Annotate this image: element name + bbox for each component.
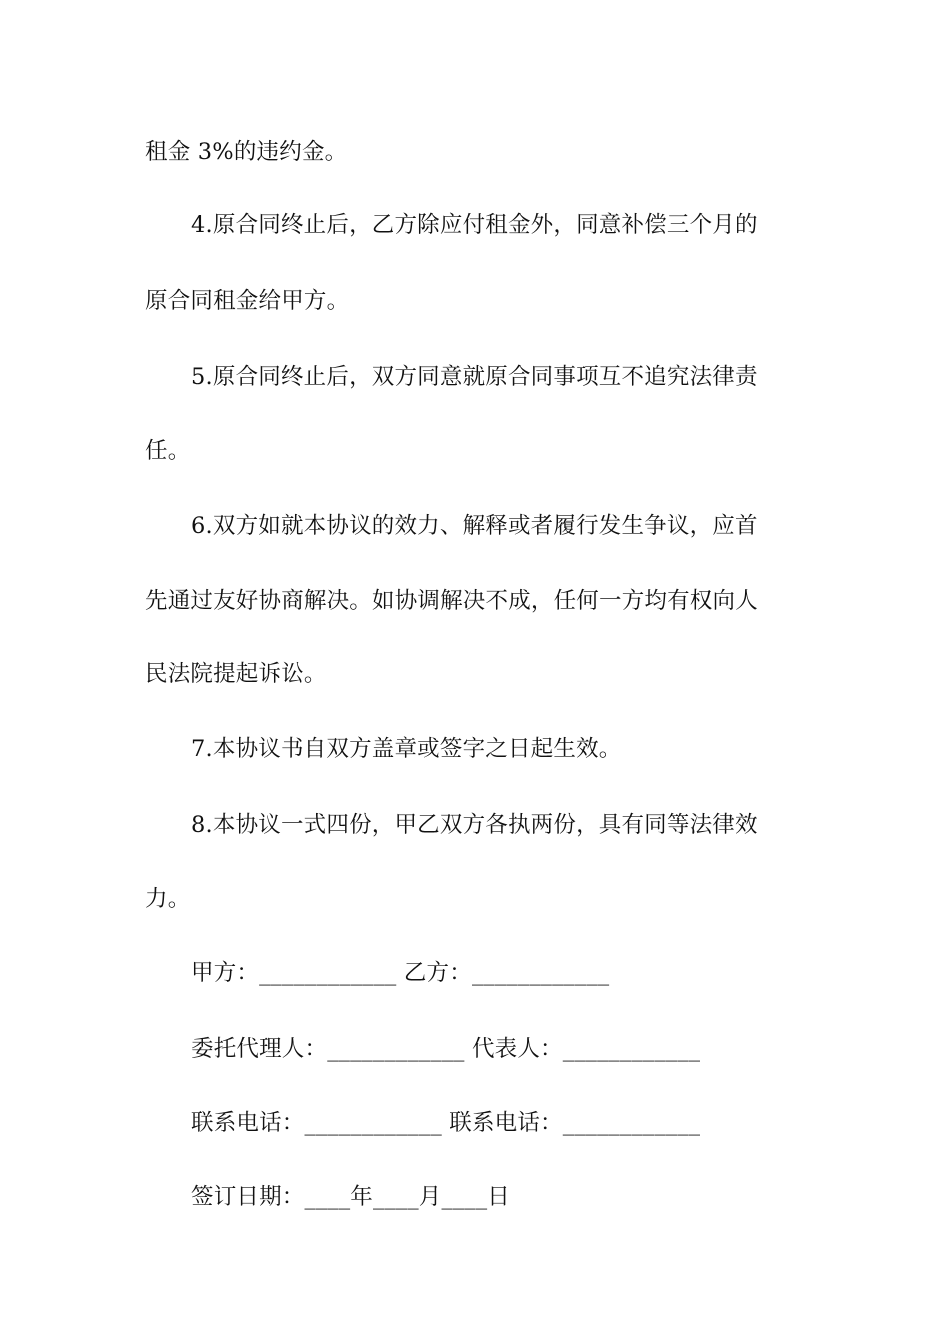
signature-phone: 联系电话：____________ 联系电话：____________ xyxy=(191,1110,701,1136)
paragraph-8-line-1: 8.本协议一式四份，甲乙双方各执两份，具有同等法律效 xyxy=(191,812,758,838)
paragraph-6-line-2: 先通过友好协商解决。如协调解决不成，任何一方均有权向人 xyxy=(145,588,758,614)
paragraph-3-end: 租金 3%的违约金。 xyxy=(145,139,348,165)
paragraph-5-line-2: 任。 xyxy=(145,438,191,464)
paragraph-4-line-2: 原合同租金给甲方。 xyxy=(145,288,350,314)
paragraph-6-line-3: 民法院提起诉讼。 xyxy=(145,661,327,687)
signature-agent-representative: 委托代理人：____________ 代表人：____________ xyxy=(191,1036,701,1062)
signature-party-a-b: 甲方：____________ 乙方：____________ xyxy=(191,960,610,986)
signature-date: 签订日期：____年____月____日 xyxy=(191,1184,511,1210)
paragraph-6-line-1: 6.双方如就本协议的效力、解释或者履行发生争议，应首 xyxy=(191,513,758,539)
paragraph-5-line-1: 5.原合同终止后，双方同意就原合同事项互不追究法律责 xyxy=(191,364,758,390)
paragraph-7-line-1: 7.本协议书自双方盖章或签字之日起生效。 xyxy=(191,736,622,762)
paragraph-4-line-1: 4.原合同终止后，乙方除应付租金外，同意补偿三个月的 xyxy=(191,212,758,238)
paragraph-8-line-2: 力。 xyxy=(145,886,191,912)
